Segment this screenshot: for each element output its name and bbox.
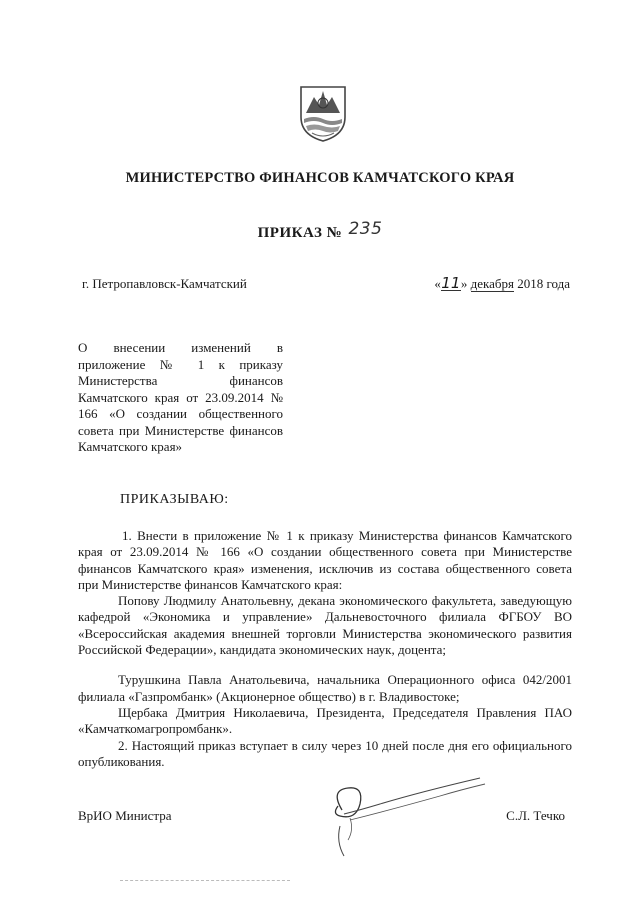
- date-day: 11: [441, 274, 461, 292]
- body-paragraph-1: 1. Внести в приложение № 1 к приказу Министерства финансов Камчатского края от 23.09.2014 № 166 «О создании общественного совета при Министерстве финансов Камчатского края» изменения, исключив из состава общественного совета при Министерстве финансов Камчатского края:: [78, 528, 572, 592]
- order-label: ПРИКАЗ №: [257, 225, 343, 241]
- signatory-position: ВрИО Министра: [78, 808, 172, 823]
- city: г. Петропавловск-Камчатский: [82, 276, 247, 291]
- footer-divider: [120, 880, 290, 882]
- ministry-name: МИНИСТЕРСТВО ФИНАНСОВ КАМЧАТСКОГО КРАЯ: [125, 170, 515, 186]
- order-subject: О внесении изменений в приложение № 1 к приказу Министерства финансов Камчатского края от 23.09.2014 № 166 «О создании общественного совета при Министерстве финансов Камчатского края»: [78, 340, 283, 454]
- date-quote-close: »: [460, 276, 468, 291]
- body-paragraph-3: Турушкина Павла Анатольевича, начальника Операционного офиса 042/2001 филиала «Газпромбанк» (Акционерное общество) в г. Владивостоке;: [78, 672, 572, 704]
- signatory-name: С.Л. Течко: [506, 808, 565, 823]
- decree-heading: ПРИКАЗЫВАЮ:: [120, 492, 229, 507]
- order-body: [78, 528, 572, 770]
- body-paragraph-5: 2. Настоящий приказ вступает в силу через 10 дней после дня его официального опубликования.: [78, 737, 572, 769]
- body-paragraph-2: Попову Людмилу Анатольевну, декана экономического факультета, заведующую кафедрой «Экономика и управление» Дальневосточного филиала ФГБОУ ВО «Всероссийская академия внешней торговли Министерства экономического развития Российской Федерации», кандидата экономических наук, доцента;: [78, 593, 572, 658]
- body-paragraph-4: Щербака Дмитрия Николаевича, Президента, Председателя Правления ПАО «Камчаткомагропромбанк».: [78, 704, 572, 737]
- order-title: [0, 219, 640, 242]
- date-year: 2018 года: [517, 276, 570, 291]
- date-quote-open: «: [434, 276, 441, 291]
- order-date: [434, 276, 570, 292]
- coat-of-arms-icon: [298, 83, 348, 143]
- order-number: 235: [348, 219, 383, 239]
- date-month: декабря: [470, 276, 514, 291]
- handwritten-signature: [320, 770, 490, 860]
